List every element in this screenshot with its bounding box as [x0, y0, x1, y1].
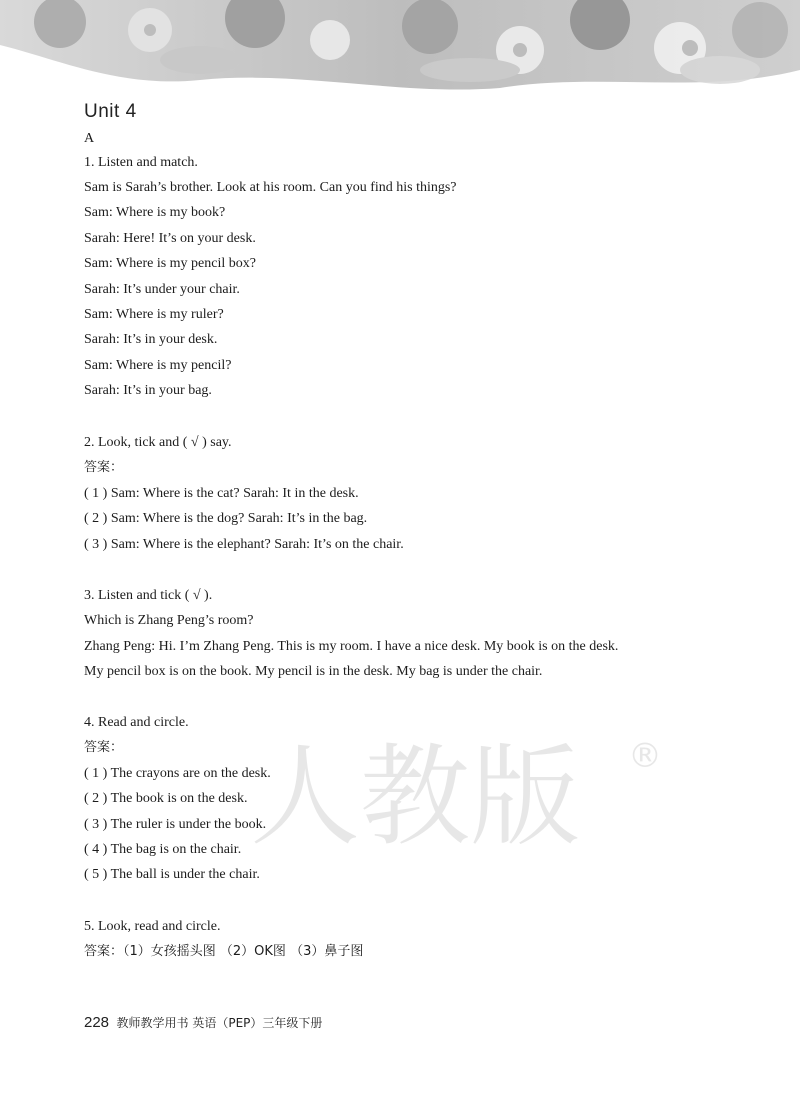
exercise-4-answer-label: 答案： — [84, 740, 124, 755]
exercise-3-line: My pencil box is on the book. My pencil is in the desk. My bag is under the chair. — [84, 664, 543, 679]
exercise-2-heading: 2. Look, tick and ( √ ) say. — [84, 435, 232, 450]
exercise-5-heading: 5. Look, read and circle. — [84, 919, 221, 934]
exercise-2-answer: ( 2 ) Sam: Where is the dog? Sarah: It’s in the bag. — [84, 511, 368, 526]
exercise-1-line: Sam: Where is my pencil? — [84, 358, 232, 373]
exercise-4-heading: 4. Read and circle. — [84, 715, 189, 730]
exercise-4-answer: ( 4 ) The bag is on the chair. — [84, 842, 242, 857]
exercise-5-answer: 答案：（1）女孩摇头图 （2）OK图 （3）鼻子图 — [84, 944, 364, 959]
page-footer — [84, 1014, 322, 1032]
exercise-1-heading: 1. Listen and match. — [84, 155, 198, 170]
exercise-1-line: Sam: Where is my ruler? — [84, 307, 224, 322]
exercise-1-line: Sarah: It’s under your chair. — [84, 282, 240, 297]
exercise-4-answer: ( 3 ) The ruler is under the book. — [84, 817, 267, 832]
exercise-3-line: Zhang Peng: Hi. I’m Zhang Peng. This is my room. I have a nice desk. My book is on the desk. — [84, 639, 619, 654]
exercise-1-line: Sam: Where is my book? — [84, 205, 226, 220]
publisher-watermark — [250, 725, 670, 855]
exercise-4-answer: ( 1 ) The crayons are on the desk. — [84, 766, 271, 781]
watermark-text: 人教版 — [250, 733, 580, 855]
exercise-2-answer: ( 3 ) Sam: Where is the elephant? Sarah: It’s on the chair. — [84, 537, 404, 552]
unit-title: Unit 4 — [84, 101, 137, 122]
exercise-3-line: Which is Zhang Peng’s room? — [84, 613, 254, 628]
exercise-2-answer: ( 1 ) Sam: Where is the cat? Sarah: It in the desk. — [84, 486, 359, 501]
exercise-1-line: Sarah: It’s in your desk. — [84, 332, 218, 347]
exercise-1-line: Sam is Sarah’s brother. Look at his room. Can you find his things? — [84, 180, 457, 195]
header-floral-banner — [0, 0, 800, 96]
exercise-1-line: Sarah: Here! It’s on your desk. — [84, 231, 256, 246]
watermark-registered-mark: ® — [628, 736, 662, 776]
section-label: A — [84, 131, 95, 146]
exercise-1-line: Sam: Where is my pencil box? — [84, 256, 256, 271]
exercise-3-heading: 3. Listen and tick ( √ ). — [84, 588, 213, 603]
exercise-4-answer: ( 5 ) The ball is under the chair. — [84, 867, 260, 882]
exercise-1-line: Sarah: It’s in your bag. — [84, 383, 212, 398]
page-number: 228 — [84, 1014, 110, 1031]
book-title: 教师教学用书 英语（PEP）三年级下册 — [116, 1016, 323, 1030]
exercise-2-answer-label: 答案： — [84, 460, 124, 475]
exercise-4-answer: ( 2 ) The book is on the desk. — [84, 791, 248, 806]
